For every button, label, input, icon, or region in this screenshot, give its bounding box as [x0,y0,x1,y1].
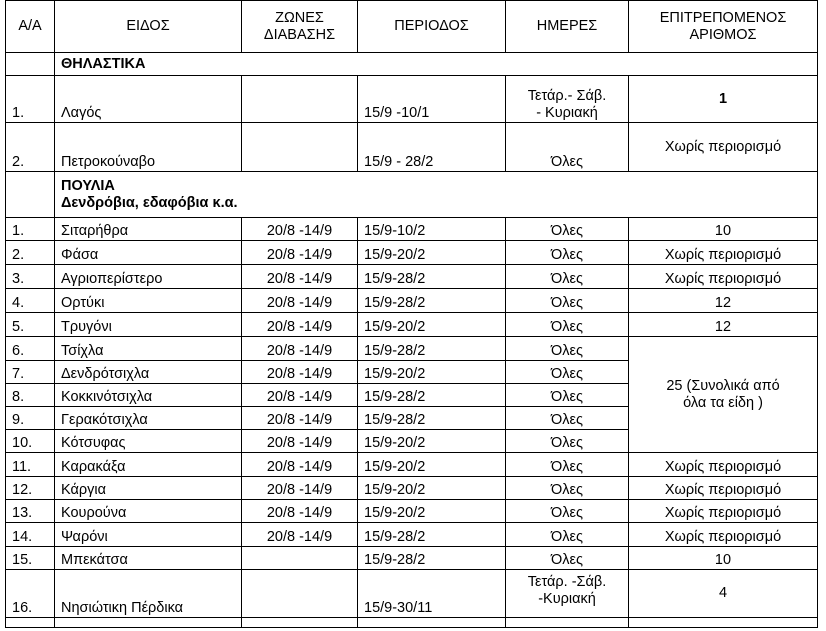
table-cell: Χωρίς περιορισμό [629,500,818,523]
header-period: ΠΕΡΙΟΔΟΣ [358,1,506,53]
section-title-birds: ΠΟΥΛΙΑ Δενδρόβια, εδαφόβια κ.α. [55,172,818,218]
table-row [6,123,818,172]
table-cell: Όλες [506,384,629,407]
table-cell: 20/8 -14/9 [242,500,358,523]
table-cell: Χωρίς περιορισμό [629,265,818,289]
table-cell: 10. [6,430,55,453]
table-row [6,313,818,337]
table-cell: 20/8 -14/9 [242,523,358,547]
table-cell: Χωρίς περιορισμό [629,523,818,547]
table-cell: Μπεκάτσα [55,547,242,570]
table-cell: 20/8 -14/9 [242,289,358,313]
table-cell: Όλες [506,523,629,547]
table-cell: 13. [6,500,55,523]
table-cell: 3. [6,265,55,289]
table-cell: 2. [6,241,55,265]
table-cell: Όλες [506,477,629,500]
table-cell: Όλες [506,241,629,265]
table-cell: 1. [6,218,55,241]
table-cell: 15/9 - 28/2 [358,123,506,172]
table-cell: 15/9-28/2 [358,407,506,430]
table-cell: 10 [629,547,818,570]
table-cell: 20/8 -14/9 [242,453,358,477]
table-cell: 4. [6,289,55,313]
table-cell: Λαγός [55,76,242,123]
table-cell: Όλες [506,337,629,361]
table-cell: 20/8 -14/9 [242,361,358,384]
table-cell: 15/9-28/2 [358,289,506,313]
table-cell: Όλες [506,407,629,430]
table-cell: 7. [6,361,55,384]
table-row [6,265,818,289]
table-cell: 15/9-20/2 [358,453,506,477]
header-aa: Α/Α [6,1,55,53]
table-cell: Τρυγόνι [55,313,242,337]
table-cell: Όλες [506,361,629,384]
table-cell [55,618,242,628]
table-cell: 15/9-10/2 [358,218,506,241]
table-cell: Σιταρήθρα [55,218,242,241]
table-cell: Όλες [506,547,629,570]
table-row [6,218,818,241]
table-cell: Όλες [506,218,629,241]
table-cell: Όλες [506,265,629,289]
table-cell: 11. [6,453,55,477]
table-cell: Τσίχλα [55,337,242,361]
table-cell: 20/8 -14/9 [242,477,358,500]
table-cell: 1 [629,76,818,123]
table-row [6,76,818,123]
table-cell: 9. [6,407,55,430]
table-cell [242,547,358,570]
header-days: ΗΜΕΡΕΣ [506,1,629,53]
header-zones: ΖΩΝΕΣ ΔΙΑΒΑΣΗΣ [242,1,358,53]
section-title-mammals: ΘΗΛΑΣΤΙΚΑ [55,53,818,76]
table-cell [6,172,55,218]
table-cell: 15/9-20/2 [358,500,506,523]
header-limit: ΕΠΙΤΡΕΠΟΜΕΝΟΣ ΑΡΙΘΜΟΣ [629,1,818,53]
table-cell: 15/9-28/2 [358,265,506,289]
table-cell: Χωρίς περιορισμό [629,477,818,500]
table-cell: 15/9 -10/1 [358,76,506,123]
table-row [6,570,818,618]
table-cell: Δενδρότσιχλα [55,361,242,384]
table-cell [242,570,358,618]
table-cell [6,53,55,76]
table-cell: 15/9-20/2 [358,241,506,265]
table-cell: 15/9-28/2 [358,337,506,361]
table-cell: 20/8 -14/9 [242,313,358,337]
table-cell: Αγριοπερίστερο [55,265,242,289]
table-cell: 15/9-28/2 [358,523,506,547]
table-cell: Κουρούνα [55,500,242,523]
table-cell: 15/9-30/11 [358,570,506,618]
table-cell: 2. [6,123,55,172]
table-cell: Κάργια [55,477,242,500]
table-row [6,289,818,313]
table-cell: Ψαρόνι [55,523,242,547]
table-row [6,477,818,500]
table-cell [506,618,629,628]
table-cell: 12 [629,289,818,313]
table-cell: 10 [629,218,818,241]
table-cell: 15/9-28/2 [358,547,506,570]
table-cell: 4 [629,570,818,618]
table-cell: 5. [6,313,55,337]
table-cell [242,618,358,628]
table-cell [242,123,358,172]
table-cell: 6. [6,337,55,361]
table-cell: 15/9-20/2 [358,313,506,337]
table-cell: 16. [6,570,55,618]
table-cell: Κοκκινότσιχλα [55,384,242,407]
table-cell [358,618,506,628]
header-row [6,1,818,53]
table-cell: Όλες [506,313,629,337]
table-cell [629,618,818,628]
header-species: ΕΙΔΟΣ [55,1,242,53]
table-cell: 20/8 -14/9 [242,218,358,241]
table-cell: Χωρίς περιορισμό [629,241,818,265]
table-cell: Όλες [506,123,629,172]
table-row-continuation [6,618,818,628]
table-cell: Όλες [506,289,629,313]
table-cell: 20/8 -14/9 [242,241,358,265]
table-cell: 1. [6,76,55,123]
table-cell: 20/8 -14/9 [242,407,358,430]
table-row [6,453,818,477]
table-cell: 15/9-20/2 [358,477,506,500]
table-cell: Πετροκούναβο [55,123,242,172]
table-row [6,523,818,547]
table-cell: Όλες [506,453,629,477]
table-cell: 20/8 -14/9 [242,337,358,361]
table-cell: 20/8 -14/9 [242,430,358,453]
table-cell [242,76,358,123]
table-cell: 15. [6,547,55,570]
table-cell: 8. [6,384,55,407]
table-cell: 15/9-20/2 [358,361,506,384]
table-cell: 15/9-28/2 [358,384,506,407]
table-cell [6,618,55,628]
table-cell: Τετάρ. -Σάβ. -Κυριακή [506,570,629,618]
table-row [6,500,818,523]
table-row [6,337,818,361]
table-cell: Φάσα [55,241,242,265]
table-cell: Κότσυφας [55,430,242,453]
table-cell: Όλες [506,430,629,453]
table-cell: 20/8 -14/9 [242,384,358,407]
table-row [6,547,818,570]
table-cell: 20/8 -14/9 [242,265,358,289]
table-cell: Χωρίς περιορισμό [629,453,818,477]
table-cell: Όλες [506,500,629,523]
section-row-mammals [6,53,818,76]
table-row [6,241,818,265]
table-cell: Ορτύκι [55,289,242,313]
hunting-regulations-table [5,0,818,628]
table-cell: 12 [629,313,818,337]
table-cell: Τετάρ.- Σάβ. - Κυριακή [506,76,629,123]
table-cell: Νησιώτικη Πέρδικα [55,570,242,618]
table-cell: 12. [6,477,55,500]
table-cell: Χωρίς περιορισμό [629,123,818,172]
section-row-birds [6,172,818,218]
table-cell: Καρακάξα [55,453,242,477]
thrush-group-limit: 25 (Συνολικά από όλα τα είδη ) [629,337,818,453]
table-cell: 14. [6,523,55,547]
table-cell: Γερακότσιχλα [55,407,242,430]
table-cell: 15/9-20/2 [358,430,506,453]
